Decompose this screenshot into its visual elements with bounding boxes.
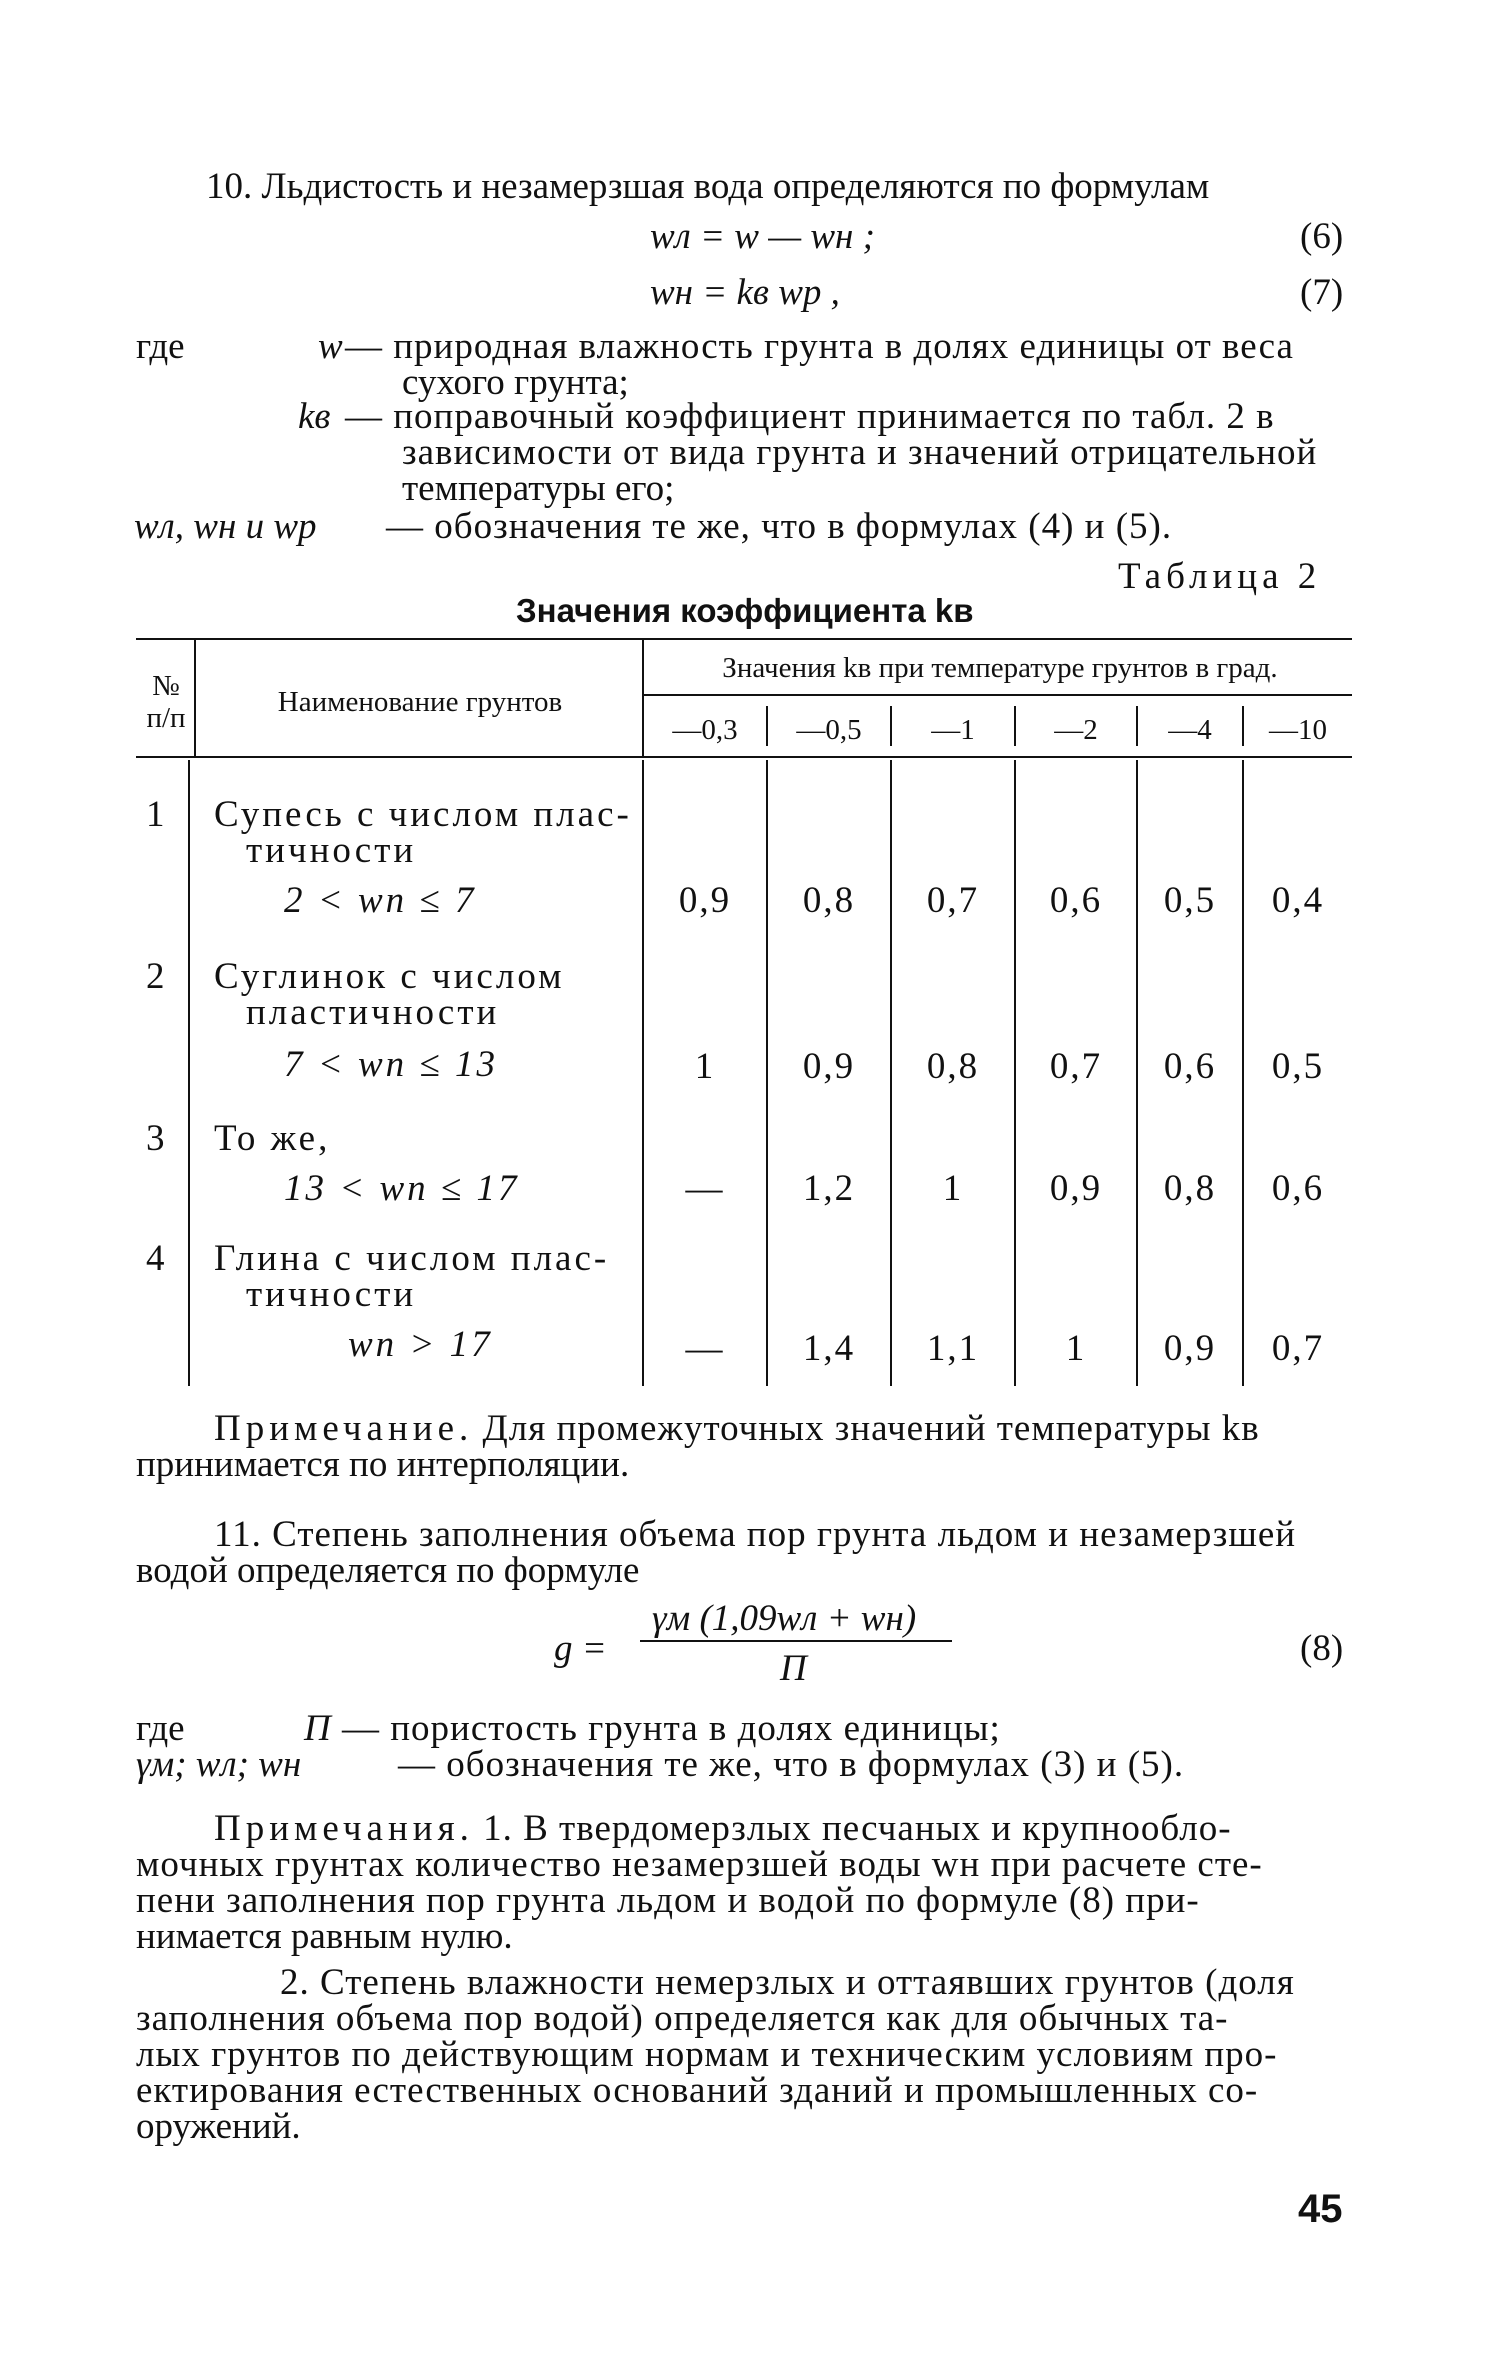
def-w-line2: сухого грунта; [402, 362, 629, 403]
def-kv-line3: температуры его; [402, 468, 675, 509]
row2-val-3: 0,8 [926, 1046, 980, 1087]
row1-name-line1: Супесь с числом плас- [214, 794, 632, 835]
where-label: где [136, 326, 185, 367]
row1-val-4: 0,6 [1049, 880, 1103, 921]
header-values: Значения kв при температуре грунтов в град. [722, 652, 1278, 684]
section-11-where-label: где [136, 1708, 185, 1749]
row2-val-4: 0,7 [1049, 1046, 1103, 1087]
row1-val-5: 0,5 [1163, 880, 1217, 921]
notes2-n2-line5: оружений. [136, 2106, 301, 2147]
row1-val-2: 0,8 [802, 880, 856, 921]
def-kv-line1: — поправочный коэффициент принимается по табл. 2 в [345, 396, 1275, 437]
notes2-line1 [214, 1810, 1232, 1848]
row2-val-2: 0,9 [802, 1046, 856, 1087]
formula-8-number: (8) [1300, 1628, 1344, 1669]
def-gamma-text: — обозначения те же, что в формулах (3) и (5). [398, 1744, 1185, 1785]
formula-8-fraction-bar [640, 1640, 952, 1642]
table-subheader-rule [642, 694, 1352, 696]
row4-range: wп > 17 [348, 1324, 493, 1365]
notes2-n1-text: 1. В твердомерзлых песчаных и крупнообло- [483, 1808, 1232, 1849]
table-header-bottom-rule [136, 756, 1352, 758]
row3-no: 3 [146, 1118, 167, 1159]
body-vline-1 [188, 760, 190, 1386]
row3-name-line1: То же, [214, 1118, 331, 1159]
def-kv-line2: зависимости от вида грунта и значений отрицательной [402, 432, 1318, 473]
note1-text: Для промежуточных значений температуры kв [482, 1408, 1260, 1449]
formula-6: wл = w — wн ; [650, 216, 875, 257]
def-p-symbol: П [304, 1708, 331, 1749]
notes2-n1-line4: нимается равным нулю. [136, 1916, 513, 1957]
row3-val-1: — [685, 1168, 725, 1209]
row1-range: 2 < wп ≤ 7 [284, 880, 477, 921]
def-gamma-symbol: γм; wл; wн [136, 1744, 302, 1785]
formula-6-number: (6) [1300, 216, 1344, 257]
notes2-n2-line3: лых грунтов по действующим нормам и техническим условиям про- [136, 2034, 1278, 2075]
table-top-rule [136, 638, 1352, 640]
def-kv-symbol: kв [298, 396, 331, 437]
row4-no: 4 [146, 1238, 167, 1279]
formula-8-lhs: g = [554, 1628, 607, 1669]
row4-val-6: 0,7 [1271, 1328, 1325, 1369]
table-title: Значения коэффициента kв [516, 592, 974, 629]
table-label: Таблица 2 [1118, 556, 1322, 597]
header-temp-3: —1 [931, 714, 975, 746]
note1-line2: принимается по интерполяции. [136, 1444, 630, 1485]
row4-val-1: — [685, 1328, 725, 1369]
notes2-n2-line2: заполнения объема пор водой) определяется как для обычных та- [136, 1998, 1229, 2039]
row2-val-1: 1 [694, 1046, 716, 1087]
header-temp-6: —10 [1269, 714, 1327, 746]
row2-val-5: 0,6 [1163, 1046, 1217, 1087]
def-p-text: — пористость грунта в долях единицы; [342, 1708, 1001, 1749]
row2-name-line1: Суглинок с числом [214, 956, 565, 997]
row4-val-3: 1,1 [926, 1328, 980, 1369]
row2-range: 7 < wп ≤ 13 [284, 1044, 498, 1085]
def-wl-symbol: wл, wн и wр [134, 506, 317, 547]
notes2-n1-line3: пени заполнения пор грунта льдом и водой по формуле (8) при- [136, 1880, 1200, 1921]
note1-line1 [214, 1410, 1260, 1448]
header-temp-4: —2 [1054, 714, 1098, 746]
row4-val-5: 0,9 [1163, 1328, 1217, 1369]
row3-val-4: 0,9 [1049, 1168, 1103, 1209]
def-w-line1: — природная влажность грунта в долях единицы от веса [345, 326, 1294, 367]
notes2-n2-line4: ектирования естественных оснований зданий и промышленных со- [136, 2070, 1259, 2111]
row4-val-2: 1,4 [802, 1328, 856, 1369]
header-temp-5: —4 [1168, 714, 1212, 746]
row2-no: 2 [146, 956, 167, 997]
header-soil-name: Наименование грунтов [277, 686, 563, 718]
row1-val-6: 0,4 [1271, 880, 1325, 921]
formula-8-denominator: П [780, 1648, 807, 1689]
section-11-line2: водой определяется по формуле [136, 1550, 640, 1591]
formula-8-numerator: γм (1,09wл + wн) [652, 1598, 917, 1639]
header-temp-2: —0,5 [796, 714, 862, 746]
row1-val-1: 0,9 [678, 880, 732, 921]
def-w-symbol: w [318, 326, 343, 367]
row4-name-line1: Глина с числом плас- [214, 1238, 610, 1279]
page-number: 45 [1298, 2187, 1343, 2231]
section-11-line1: 11. Степень заполнения объема пор грунта льдом и незамерзшей [214, 1514, 1297, 1555]
note1-label: Примечание. [214, 1408, 474, 1449]
row2-val-6: 0,5 [1271, 1046, 1325, 1087]
row3-val-6: 0,6 [1271, 1168, 1325, 1209]
notes2-n1-line2: мочных грунтах количество незамерзшей воды wн при расчете сте- [136, 1844, 1263, 1885]
hdr-vline-1 [194, 638, 196, 756]
row1-val-3: 0,7 [926, 880, 980, 921]
row3-val-5: 0,8 [1163, 1168, 1217, 1209]
formula-7-number: (7) [1300, 272, 1344, 313]
row3-val-3: 1 [942, 1168, 964, 1209]
header-no-line2: п/п [146, 702, 186, 734]
row4-val-4: 1 [1065, 1328, 1087, 1369]
notes2-n2-line1: 2. Степень влажности немерзлых и оттаявших грунтов (доля [280, 1962, 1295, 2003]
header-temp-1: —0,3 [672, 714, 738, 746]
row1-no: 1 [146, 794, 167, 835]
section-10-intro: 10. Льдистость и незамерзшая вода определяются по формулам [206, 166, 1210, 207]
row2-name-line2: пластичности [246, 992, 500, 1033]
row3-val-2: 1,2 [802, 1168, 856, 1209]
formula-7: wн = kв wр , [650, 272, 840, 313]
row4-name-line2: тичности [246, 1274, 417, 1315]
row3-range: 13 < wп ≤ 17 [284, 1168, 520, 1209]
header-no [138, 670, 194, 734]
row1-name-line2: тичности [246, 830, 417, 871]
notes2-label: Примечания. [214, 1808, 474, 1849]
def-wl-text: — обозначения те же, что в формулах (4) и (5). [386, 506, 1173, 547]
header-no-line1: № [152, 670, 180, 702]
